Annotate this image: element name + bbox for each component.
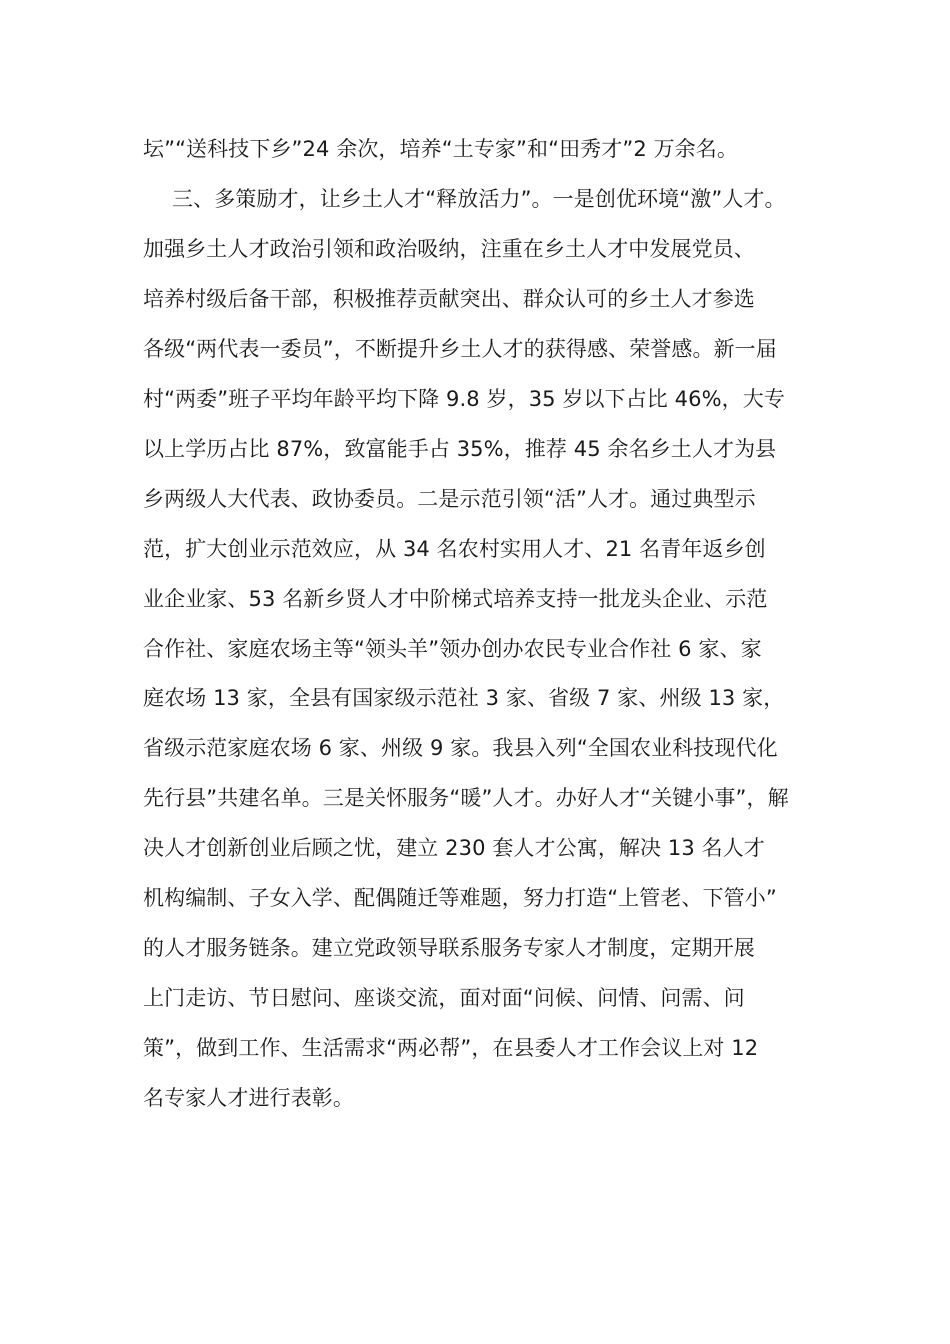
text-line: 村“两委”班子平均年龄平均下降 9.8 岁，35 岁以下占比 46%，大专 <box>143 387 785 411</box>
text-line: 先行县”共建名单。三是关怀服务“暖”人才。办好人才“关键小事”，解 <box>143 786 789 810</box>
text-line: 各级“两代表一委员”，不断提升乡土人才的获得感、荣誉感。新一届 <box>143 337 777 361</box>
text-line: 的人才服务链条。建立党政领导联系服务专家人才制度，定期开展 <box>143 936 755 960</box>
text-line: 坛”“送科技下乡”24 余次，培养“土专家”和“田秀才”2 万余名。 <box>143 137 738 161</box>
text-line: 庭农场 13 家，全县有国家级示范社 3 家、省级 7 家、州级 13 家， <box>143 686 785 710</box>
text-line: 上门走访、节日慰问、座谈交流，面对面“问候、问情、问需、问 <box>143 986 745 1010</box>
text-line: 机构编制、子女入学、配偶随迁等难题，努力打造“上管老、下管小” <box>143 886 777 910</box>
text-line: 决人才创新创业后顾之忧，建立 230 套人才公寓，解决 13 名人才 <box>143 836 765 860</box>
text-line: 名专家人才进行表彰。 <box>143 1086 354 1110</box>
text-line: 培养村级后备干部，积极推荐贡献突出、群众认可的乡土人才参选 <box>143 287 755 311</box>
text-line: 策”，做到工作、生活需求“两必帮”，在县委人才工作会议上对 12 <box>143 1036 759 1060</box>
text-line: 以上学历占比 87%，致富能手占 35%，推荐 45 余名乡土人才为县 <box>143 437 777 461</box>
text-line: 范，扩大创业示范效应，从 34 名农村实用人才、21 名青年返乡创 <box>143 537 766 561</box>
section-heading-line: 三、多策励才，让乡土人才“释放活力”。一是创优环境“激”人才。 <box>172 187 786 211</box>
text-line: 业企业家、53 名新乡贤人才中阶梯式培养支持一批龙头企业、示范 <box>143 587 768 611</box>
text-line: 乡两级人大代表、政协委员。二是示范引领“活”人才。通过典型示 <box>143 487 756 511</box>
text-line: 加强乡土人才政治引领和政治吸纳，注重在乡土人才中发展党员、 <box>143 237 755 261</box>
text-line: 合作社、家庭农场主等“领头羊”领办创办农民专业合作社 6 家、家 <box>143 637 762 661</box>
text-line: 省级示范家庭农场 6 家、州级 9 家。我县入列“全国农业科技现代化 <box>143 736 778 760</box>
